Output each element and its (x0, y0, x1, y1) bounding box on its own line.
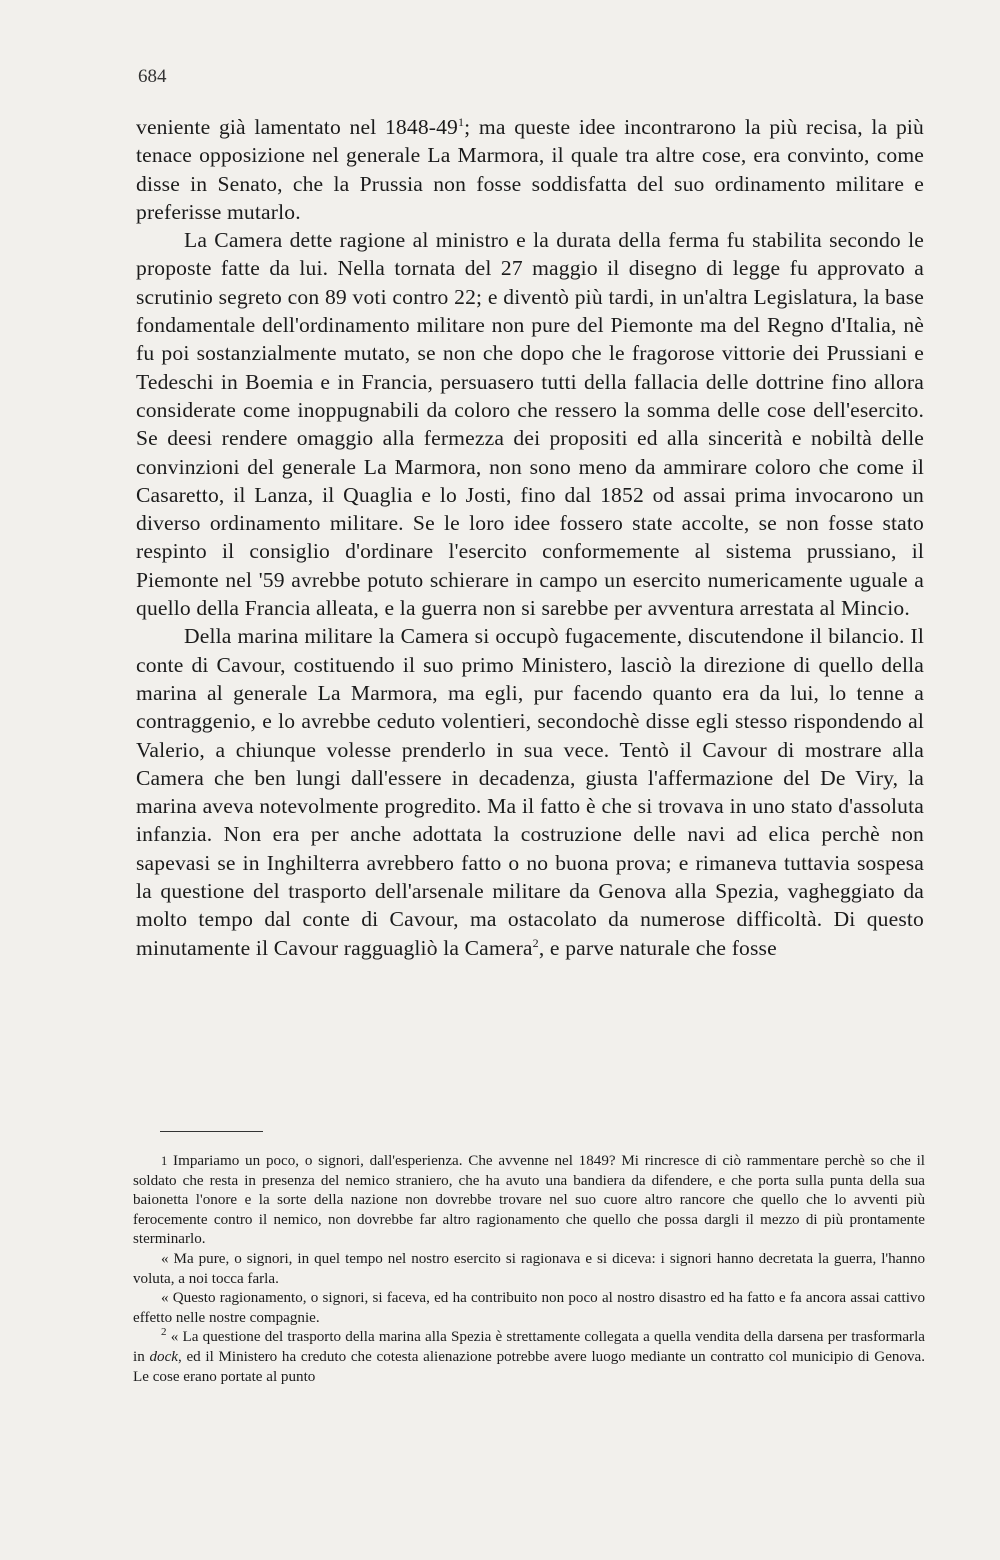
footnote-1 (133, 1152, 925, 1250)
main-text (136, 113, 924, 962)
footnote-2-italic-word: dock (149, 1348, 178, 1365)
footnotes (133, 1152, 925, 1387)
footnote-ref-1: 1 (458, 115, 465, 129)
paragraph-3 (136, 622, 924, 962)
footnote-ref-2: 2 (532, 935, 539, 950)
paragraph-2: La Camera dette ragione al ministro e la durata della ferma fu stabilita secondo le proposte fatte da lui. Nella tornata del 27 maggio il disegno di legge fu approvato a scrutinio segreto con 89 voti contro 22; e diventò più tardi, in un'altra Legislatura, la base fondamentale dell'ordinamento militare non pure del Piemonte ma del Regno d'Italia, nè fu poi sostanzialmente mutato, se non che dopo che le fragorose vittorie dei Prussiani e Tedeschi in Boemia e in Francia, persuasero tutti della fallacia delle dottrine fino allora considerate come inoppugnabili da coloro che ressero la somma delle cose dell'esercito. Se deesi rendere omaggio alla fermezza dei propositi ed alla sincerità e nobiltà delle convinzioni del generale La Marmora, non sono meno da ammirare coloro che come il Casaretto, il Lanza, il Quaglia e lo Josti, fino dal 1852 od assai prima invocarono un diverso ordinamento militare. Se le loro idee fossero state accolte, se non fosse stato respinto il consiglio d'ordinare l'esercito conformemente al sistema prussiano, il Piemonte nel '59 avrebbe potuto schierare in campo un esercito numericamente uguale a quello della Francia alleata, e la guerra non si sarebbe per avventura arrestata al Mincio. (136, 228, 924, 621)
paragraph-1 (136, 113, 924, 226)
page-number: 684 (138, 66, 167, 87)
footnote-1-text: Impariamo un poco, o signori, dall'esperienza. Che avvenne nel 1849? Mi rincresce di ciò rammentare perchè so che il soldato che resta in presenza del nemico straniero, che ha avuto una bandiera da difendere, e che porta sulla punta della sua baionetta l'onore e la sorte della nazione non dovrebbe trovare nel suo cuore altro rancore che quello che lo avventi più ferocemente contro il nemico, non dovrebbe far altro ragionamento che quello che possa dargli il mezzo di più prontamente sterminarlo. (133, 1153, 925, 1248)
footnote-2 (133, 1328, 925, 1387)
footnote-1-paragraph-2: « Ma pure, o signori, in quel tempo nel nostro esercito si ragionava e si diceva: i signori hanno decretata la guerra, l'hanno voluta, a noi tocca farla. (133, 1250, 925, 1287)
paragraph-3-text-a: Della marina militare la Camera si occupò fugacemente, discutendone il bilancio. Il conte di Cavour, costituendo il suo primo Ministero, lasciò la direzione di quello della marina al generale La Marmora, ma egli, pur facendo quanto era da lui, lo tenne a contraggenio, e lo avrebbe ceduto volentieri, secondochè disse egli stesso rispondendo al Valerio, a chiunque volesse prenderlo in sua vece. Tentò il Cavour di mostrare alla Camera che ben lungi dall'essere in decadenza, giusta l'affermazione del De Viry, la marina aveva notevolmente progredito. Ma il fatto è che si trovava in uno stato d'assoluta infanzia. Non era per anche adottata la costruzione delle navi ad elica perchè non sapevasi se in Inghilterra avrebbero fatto o no buona prova; e rimaneva tuttavia sospesa la questione del trasporto dell'arsenale militare da Genova alla Spezia, vagheggiato da molto tempo dal conte di Cavour, ma ostacolato da numerose difficoltà. Di questo minutamente il Cavour ragguagliò la Camera (136, 624, 924, 960)
paragraph-3-text-b: , e parve naturale che fosse (538, 935, 777, 960)
paragraph-1-text-a: veniente già lamentato nel 1848-49 (136, 115, 458, 139)
footnote-2-mark: 2 (161, 1326, 167, 1339)
footnote-1-paragraph-3: « Questo ragionamento, o signori, si faceva, ed ha contribuito non poco al nostro disastro ed ha fatto e fa ancora assai cattivo effetto nelle nostre compagnie. (133, 1290, 925, 1326)
footnote-separator (160, 1131, 263, 1132)
paragraph-1-text-b: ; ma queste idee incontrarono la più recisa, la più tenace opposizione nel generale La Marmora, il quale tra altre cose, era convinto, come disse in Senato, che la Prussia non fosse soddisfatta del suo ordinamento militare e preferisse mutarlo. (136, 115, 924, 224)
footnote-2-text-a: « La questione del trasporto della marina alla Spezia è strettamente collegata a quella vendita della darsena per trasformarla in (133, 1329, 925, 1365)
footnote-2-text-b: , ed il Ministero ha creduto che cotesta alienazione potrebbe avere luogo mediante un contratto col municipio di Genova. Le cose erano portate al punto (133, 1348, 926, 1385)
footnote-1-mark: 1 (161, 1154, 168, 1168)
